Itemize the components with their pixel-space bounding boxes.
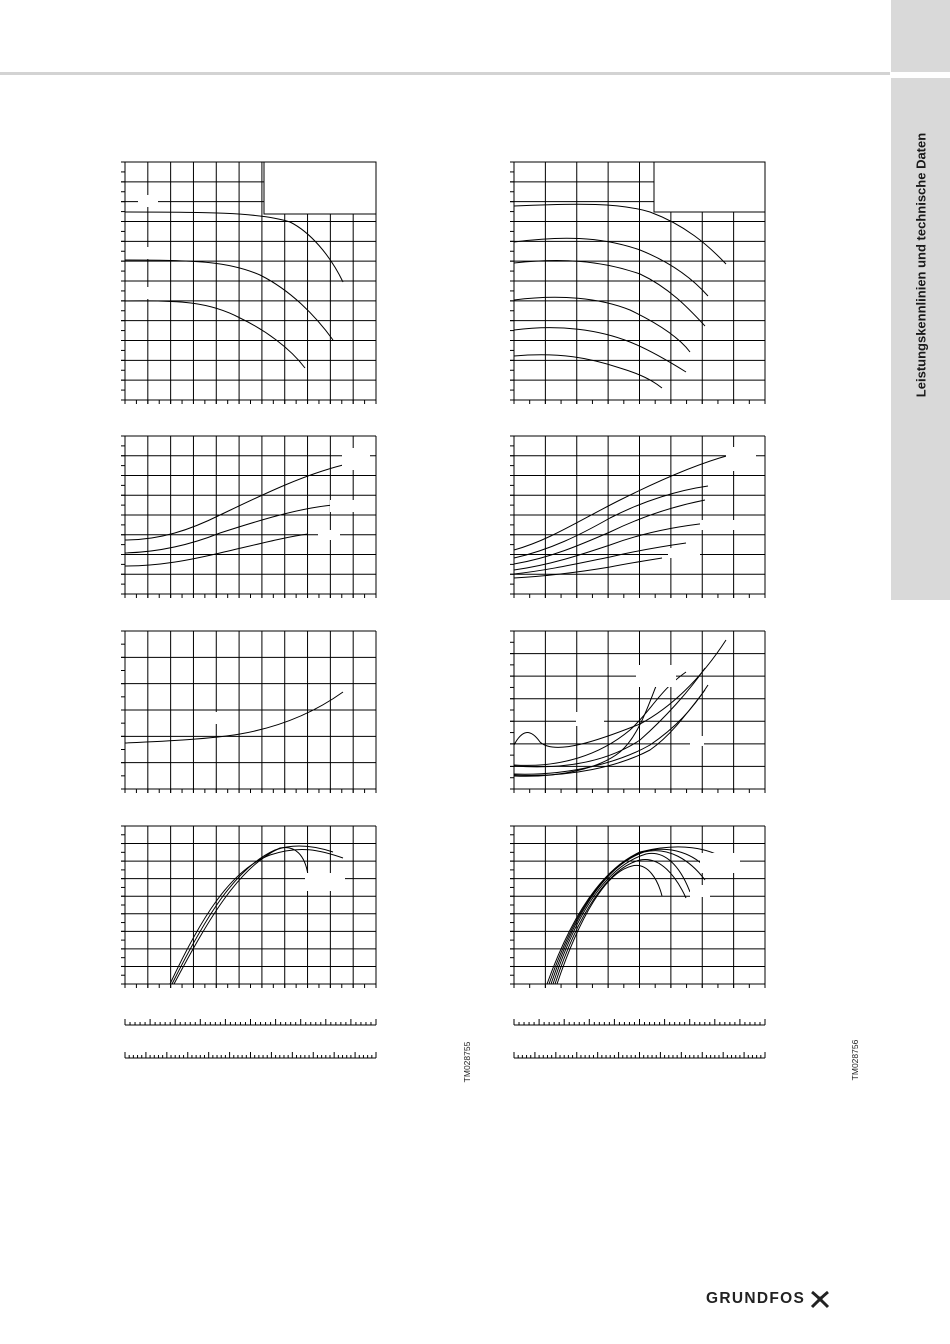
label-mask [138, 195, 158, 207]
curve-left-head-3 [125, 301, 305, 368]
chart-left-efficiency [121, 826, 376, 988]
label-mask [636, 665, 676, 687]
grundfos-x-icon [809, 1288, 831, 1310]
label-mask [690, 736, 704, 746]
chart-right-npsh [510, 631, 765, 793]
label-mask [668, 548, 700, 558]
flow-scale-right-1 [514, 1019, 765, 1025]
curve-left-eff-3 [174, 847, 308, 984]
curve-left-npsh-1 [125, 692, 343, 743]
label-mask [576, 712, 604, 726]
curve-right-eff-1 [547, 847, 726, 984]
flow-scale-right-2 [514, 1052, 765, 1058]
chart-grids [121, 162, 765, 988]
grundfos-logo [706, 1287, 831, 1311]
chart-left-npsh [121, 631, 376, 793]
curve-right-power-4 [514, 523, 708, 570]
chart-right-efficiency [510, 826, 765, 988]
label-mask [700, 853, 740, 873]
label-mask [700, 520, 740, 530]
curve-right-npsh-3 [514, 668, 705, 767]
figure-code-left: TM028755 [462, 1041, 472, 1083]
curve-right-power-2 [514, 486, 708, 558]
curve-right-head-4 [514, 297, 690, 352]
curve-left-head-2 [125, 260, 333, 340]
label-mask [318, 530, 340, 540]
flow-scales [125, 1019, 765, 1058]
label-mask [196, 712, 224, 724]
label-mask [726, 447, 756, 471]
curve-right-npsh-6 [514, 676, 660, 776]
chart-left-power [121, 436, 376, 598]
label-mask [305, 873, 345, 891]
legend-box-right [654, 162, 765, 212]
label-mask [690, 885, 710, 897]
curve-left-power-2 [125, 505, 333, 553]
curve-right-eff-3 [551, 851, 705, 984]
brand-name: GRUNDFOS [706, 1290, 806, 1307]
curve-right-power-1 [514, 455, 730, 550]
curve-right-npsh-5 [514, 690, 705, 775]
curve-left-eff-1 [170, 849, 343, 984]
legend-box-left [264, 162, 376, 214]
curve-right-head-3 [514, 261, 705, 326]
curve-right-head-2 [514, 238, 708, 296]
label-mask [330, 500, 358, 512]
label-mask [140, 247, 160, 259]
section-tab-label: Leistungskennlinien und technische Daten [913, 132, 929, 398]
label-mask [138, 287, 160, 299]
flow-scale-left-1 [125, 1019, 376, 1025]
curve-right-head-5 [514, 328, 686, 372]
curve-right-eff-4 [553, 853, 690, 984]
label-mask [342, 448, 370, 470]
flow-scale-left-2 [125, 1052, 376, 1058]
figure-code-right: TM028756 [850, 1039, 860, 1081]
curve-right-eff-2 [549, 849, 708, 984]
